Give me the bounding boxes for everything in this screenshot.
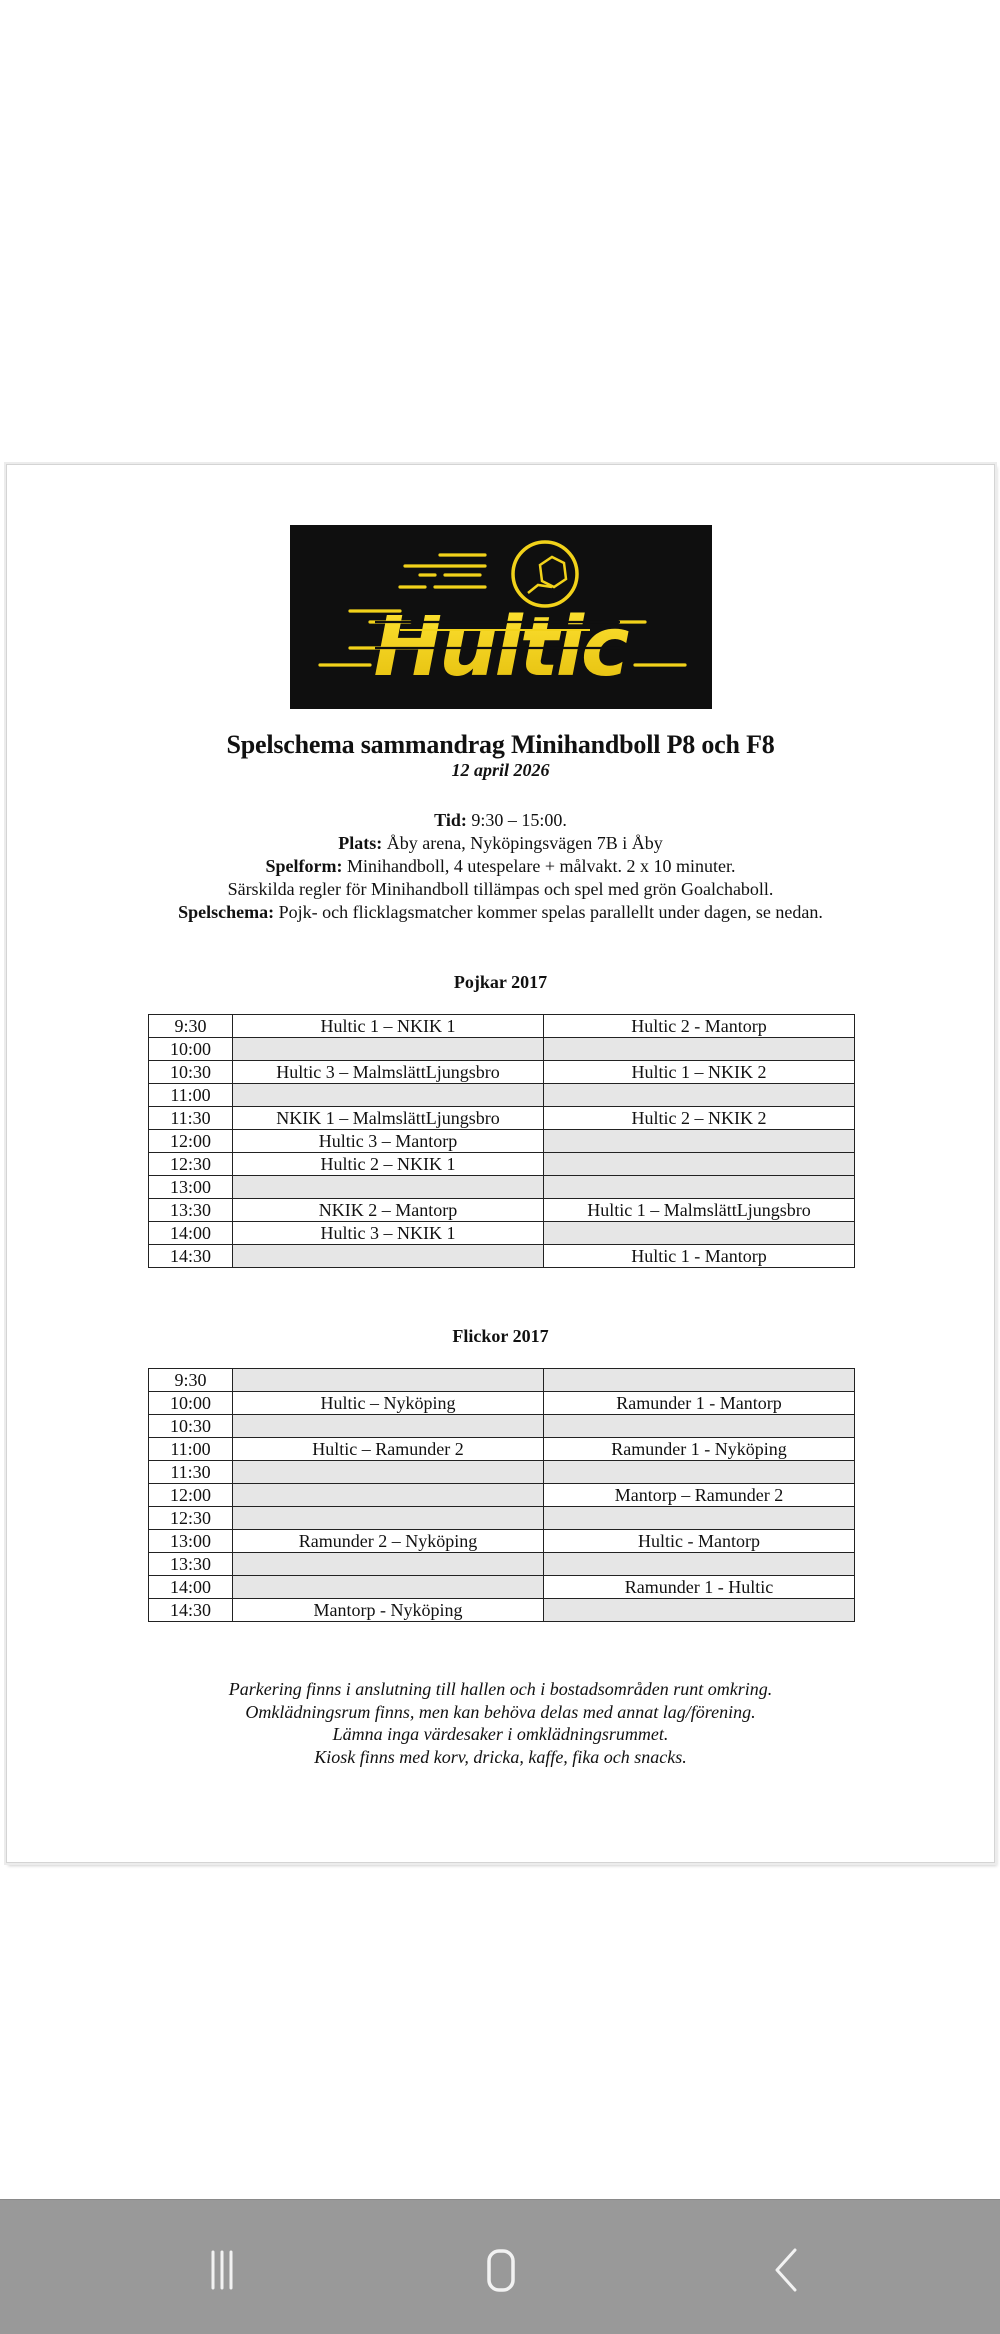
schedule-row [149, 1153, 855, 1176]
schedule-row [149, 1015, 855, 1038]
court2-cell [544, 1553, 855, 1576]
schedule-row [149, 1176, 855, 1199]
court2-cell [544, 1507, 855, 1530]
court2-cell: Hultic 2 – NKIK 2 [544, 1107, 855, 1130]
info-value: Särskilda regler för Minihandboll tillämpas och spel med grön Goalchaboll. [227, 879, 774, 899]
info-schedule [7, 901, 994, 924]
court2-cell: Ramunder 1 - Mantorp [544, 1392, 855, 1415]
schedule-row [149, 1553, 855, 1576]
home-button[interactable] [461, 2230, 541, 2310]
time-cell: 12:00 [149, 1130, 233, 1153]
hultic-logo-icon [290, 525, 712, 709]
court1-cell: Hultic – Nyköping [233, 1392, 544, 1415]
court1-cell [233, 1484, 544, 1507]
time-cell: 11:00 [149, 1084, 233, 1107]
svg-text:Hultic: Hultic [373, 600, 627, 695]
time-cell: 13:00 [149, 1176, 233, 1199]
time-cell: 10:30 [149, 1061, 233, 1084]
court1-cell [233, 1369, 544, 1392]
court1-cell: Hultic – Ramunder 2 [233, 1438, 544, 1461]
time-cell: 11:00 [149, 1438, 233, 1461]
info-value: Åby arena, Nyköpingsvägen 7B i Åby [382, 833, 663, 853]
court1-cell [233, 1576, 544, 1599]
info-format [7, 855, 994, 878]
hultic-logo [290, 525, 712, 709]
flickor-schedule-table [148, 1368, 855, 1622]
time-cell: 9:30 [149, 1015, 233, 1038]
schedule-row [149, 1130, 855, 1153]
footer-notes [7, 1678, 994, 1769]
pojkar-section-title: Pojkar 2017 [453, 972, 548, 992]
time-cell: 12:00 [149, 1484, 233, 1507]
schedule-row [149, 1599, 855, 1622]
court2-cell [544, 1084, 855, 1107]
court1-cell [233, 1553, 544, 1576]
court1-cell: Hultic 3 – NKIK 1 [233, 1222, 544, 1245]
time-cell: 10:00 [149, 1392, 233, 1415]
court2-cell: Ramunder 1 - Nyköping [544, 1438, 855, 1461]
schedule-row [149, 1245, 855, 1268]
event-info [7, 809, 994, 924]
court1-cell: Hultic 3 – MalmslättLjungsbro [233, 1061, 544, 1084]
schedule-row [149, 1084, 855, 1107]
court2-cell: Hultic 1 – NKIK 2 [544, 1061, 855, 1084]
schedule-row [149, 1107, 855, 1130]
schedule-row [149, 1507, 855, 1530]
schedule-row [149, 1438, 855, 1461]
time-cell: 9:30 [149, 1369, 233, 1392]
recents-icon [182, 2230, 262, 2310]
schedule-row [149, 1461, 855, 1484]
time-cell: 14:00 [149, 1222, 233, 1245]
court1-cell [233, 1245, 544, 1268]
court2-cell [544, 1415, 855, 1438]
time-cell: 12:30 [149, 1507, 233, 1530]
court2-cell [544, 1599, 855, 1622]
court2-cell: Hultic 1 - Mantorp [544, 1245, 855, 1268]
time-cell: 12:30 [149, 1153, 233, 1176]
time-cell: 11:30 [149, 1461, 233, 1484]
time-cell: 14:30 [149, 1245, 233, 1268]
schedule-row [149, 1199, 855, 1222]
info-label: Spelform: [265, 856, 343, 876]
court2-cell [544, 1153, 855, 1176]
schedule-row [149, 1392, 855, 1415]
court2-cell [544, 1369, 855, 1392]
info-time [7, 809, 994, 832]
schedule-row [149, 1369, 855, 1392]
schedule-row [149, 1061, 855, 1084]
info-rules [7, 878, 994, 901]
document-page [6, 464, 995, 1863]
footer-valuables: Lämna inga värdesaker i omklädningsrummet. [332, 1724, 669, 1745]
court1-cell [233, 1176, 544, 1199]
page-title: Spelschema sammandrag Minihandboll P8 och F8 [226, 730, 775, 759]
info-value: 9:30 – 15:00. [466, 810, 567, 830]
court2-cell: Hultic - Mantorp [544, 1530, 855, 1553]
court1-cell [233, 1461, 544, 1484]
time-cell: 13:30 [149, 1199, 233, 1222]
court2-cell [544, 1038, 855, 1061]
time-cell: 10:30 [149, 1415, 233, 1438]
info-value: Pojk- och flicklagsmatcher kommer spelas parallellt under dagen, se nedan. [274, 902, 823, 922]
footer-kiosk: Kiosk finns med korv, dricka, kaffe, fika och snacks. [314, 1747, 687, 1768]
court2-cell: Hultic 1 – MalmslättLjungsbro [544, 1199, 855, 1222]
schedule-row [149, 1530, 855, 1553]
court1-cell: Hultic 1 – NKIK 1 [233, 1015, 544, 1038]
info-value: Minihandboll, 4 utespelare + målvakt. 2 x 10 minuter. [342, 856, 736, 876]
court1-cell [233, 1084, 544, 1107]
court1-cell [233, 1415, 544, 1438]
footer-locker-rooms: Omklädningsrum finns, men kan behöva delas med annat lag/förening. [245, 1701, 756, 1722]
time-cell: 13:30 [149, 1553, 233, 1576]
schedule-row [149, 1415, 855, 1438]
footer-parking: Parkering finns i anslutning till hallen och i bostadsområden runt omkring. [228, 1679, 773, 1699]
info-label: Plats: [338, 833, 383, 853]
court2-cell [544, 1176, 855, 1199]
flickor-section-title: Flickor 2017 [452, 1326, 549, 1346]
court1-cell [233, 1507, 544, 1530]
court1-cell: Hultic 3 – Mantorp [233, 1130, 544, 1153]
schedule-row [149, 1038, 855, 1061]
court2-cell: Ramunder 1 - Hultic [544, 1576, 855, 1599]
info-label: Tid: [434, 810, 467, 830]
event-date: 12 april 2026 [451, 760, 550, 780]
home-icon [461, 2230, 541, 2310]
info-label: Spelschema: [178, 902, 275, 922]
recents-button[interactable] [182, 2230, 262, 2310]
android-navigation-bar [0, 2199, 1000, 2334]
court2-cell [544, 1222, 855, 1245]
court1-cell: Hultic 2 – NKIK 1 [233, 1153, 544, 1176]
court1-cell: NKIK 2 – Mantorp [233, 1199, 544, 1222]
back-icon [742, 2230, 822, 2310]
court2-cell: Hultic 2 - Mantorp [544, 1015, 855, 1038]
pojkar-schedule-table [148, 1014, 855, 1268]
time-cell: 13:00 [149, 1530, 233, 1553]
schedule-row [149, 1484, 855, 1507]
court2-cell [544, 1461, 855, 1484]
info-location [7, 832, 994, 855]
schedule-row [149, 1576, 855, 1599]
court2-cell: Mantorp – Ramunder 2 [544, 1484, 855, 1507]
time-cell: 14:30 [149, 1599, 233, 1622]
court2-cell [544, 1130, 855, 1153]
back-button[interactable] [742, 2230, 822, 2310]
time-cell: 10:00 [149, 1038, 233, 1061]
time-cell: 14:00 [149, 1576, 233, 1599]
court1-cell: Ramunder 2 – Nyköping [233, 1530, 544, 1553]
court1-cell: NKIK 1 – MalmslättLjungsbro [233, 1107, 544, 1130]
court1-cell: Mantorp - Nyköping [233, 1599, 544, 1622]
schedule-row [149, 1222, 855, 1245]
time-cell: 11:30 [149, 1107, 233, 1130]
court1-cell [233, 1038, 544, 1061]
